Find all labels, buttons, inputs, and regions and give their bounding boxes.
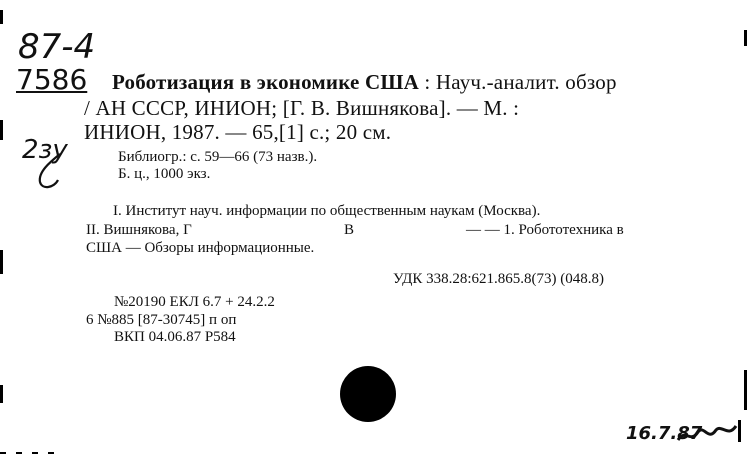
- tracing-line-2-right: — — 1. Робототехника в: [466, 222, 624, 238]
- bottom-edge-mark: [48, 452, 54, 454]
- bottom-edge-mark: [0, 452, 6, 454]
- tracing-line-1: I. Институт науч. информации по общественным наукам (Москва).: [113, 203, 541, 219]
- udk-code: УДК 338.28:621.865.8(73) (048.8): [393, 271, 604, 287]
- left-edge-mark: [0, 385, 3, 403]
- code-line-3: ВКП 04.06.87 Р584: [114, 329, 236, 345]
- entry-number: 7586: [16, 63, 88, 96]
- tracing-line-2-mid: В: [344, 222, 355, 238]
- right-edge-mark: [744, 30, 747, 46]
- punch-hole: [340, 366, 396, 422]
- handwritten-code: 87-4: [18, 27, 96, 67]
- handwritten-date: 16.7.87: [626, 423, 703, 444]
- handwritten-stroke-icon: [30, 150, 70, 192]
- code-line-2: 6 №885 [87-30745] п оп: [86, 312, 237, 328]
- entry-line-2: / АН СССР, ИНИОН; [Г. В. Вишнякова]. — М. :: [84, 96, 520, 120]
- tracing-line-2-left: II. Вишнякова, Г: [86, 222, 192, 238]
- bottom-edge-mark: [32, 452, 38, 454]
- handwritten-mark: 2зу: [22, 135, 68, 165]
- bibliography-note: Библиогр.: с. 59—66 (73 назв.).: [118, 149, 318, 165]
- right-edge-mark: [738, 420, 741, 442]
- left-edge-mark: [0, 250, 3, 274]
- code-line-1: №20190 ЕКЛ 6.7 + 24.2.2: [114, 294, 275, 310]
- entry-title: Роботизация в экономике США: [112, 70, 419, 94]
- tracing-line-3: США — Обзоры информационные.: [86, 240, 315, 256]
- entry-line-3: ИНИОН, 1987. — 65,[1] с.; 20 см.: [84, 120, 392, 144]
- entry-line-1: [112, 70, 617, 95]
- left-edge-mark: [0, 10, 3, 24]
- handwritten-scribble-icon: [676, 418, 738, 448]
- entry-subtitle: : Науч.-аналит. обзор: [418, 70, 617, 94]
- right-edge-mark: [744, 370, 747, 410]
- bottom-edge-mark: [16, 452, 22, 454]
- left-edge-mark: [0, 120, 3, 140]
- price-note: Б. ц., 1000 экз.: [118, 166, 211, 182]
